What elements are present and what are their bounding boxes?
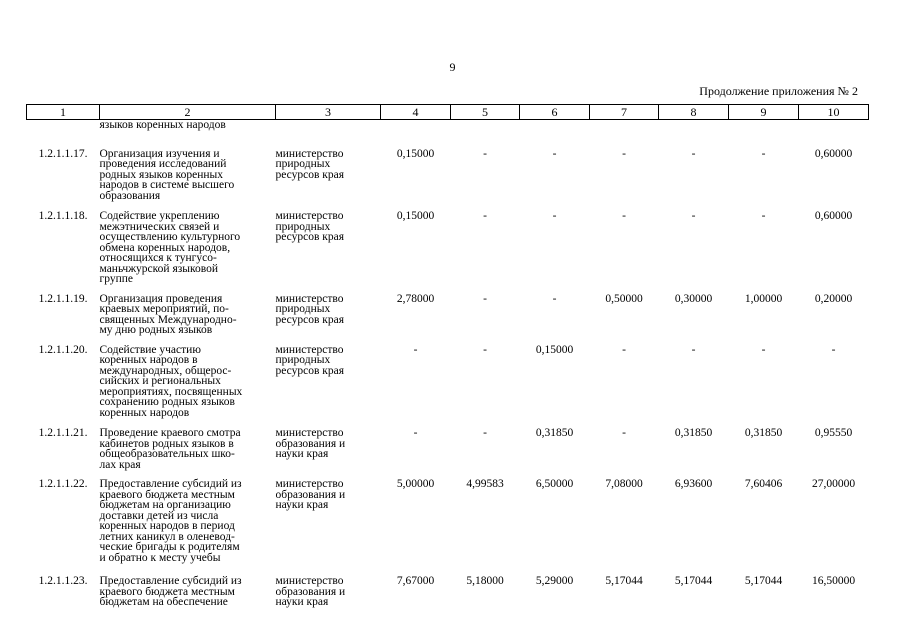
- row-number: 1.2.1.1.19.: [38, 292, 88, 305]
- responsible-executor: [276, 201, 381, 285]
- value-cell: -: [622, 427, 626, 439]
- value-cell: 7,08000: [605, 478, 643, 490]
- value-cell: 0,15000: [535, 343, 574, 356]
- header-cell: 8: [659, 105, 729, 120]
- value-cell: 6,50000: [535, 478, 574, 490]
- value-cell: -: [622, 210, 626, 222]
- description-line: Организация проведения: [99, 292, 223, 305]
- value-cell: 0,95550: [814, 427, 853, 439]
- description-line: проведения исследований: [99, 158, 227, 170]
- header-cell: 5: [451, 105, 520, 120]
- description-line: образования: [99, 189, 161, 202]
- table-row: [27, 418, 869, 470]
- responsible-executor: [276, 470, 381, 563]
- executor-line: образования и: [275, 585, 346, 598]
- value-cell: -: [622, 343, 626, 356]
- description-line: Проведение краевого смотра: [99, 427, 241, 439]
- table-row: [27, 201, 869, 285]
- executor-line: министерство: [275, 575, 344, 587]
- description-line: священных Международно-: [99, 313, 237, 326]
- value-cell: -: [483, 343, 487, 356]
- value-cell: 5,17044: [605, 575, 643, 587]
- executor-line: природных: [275, 158, 331, 170]
- value-cell: -: [691, 210, 696, 222]
- description-line: обмена коренных народов,: [99, 241, 231, 254]
- continued-row: [27, 120, 869, 131]
- value-cell: -: [691, 343, 696, 356]
- description-line: мероприятиях, посвященных: [99, 385, 243, 398]
- value-cell: 7,60406: [744, 478, 783, 490]
- executor-line: образования и: [275, 488, 346, 501]
- executor-line: министерство: [275, 292, 344, 305]
- header-cell: 9: [729, 105, 799, 120]
- value-cell: -: [691, 147, 696, 160]
- description-line: краевого бюджета местным: [99, 585, 235, 598]
- value-cell: -: [552, 210, 557, 222]
- value-cell: 2,78000: [396, 292, 435, 305]
- value-cell: -: [622, 147, 626, 160]
- description-line: коренных народов: [99, 406, 190, 419]
- row-number: 1.2.1.1.18.: [38, 210, 88, 222]
- table-row: [27, 131, 869, 202]
- description-line: кабинетов родных языков в: [99, 437, 234, 450]
- activity-description: [100, 470, 276, 563]
- description-line: народов в системе высшего: [99, 179, 235, 191]
- executor-line: науки края: [275, 448, 329, 460]
- header-cell: 10: [799, 105, 869, 120]
- value-cell: 0,15000: [396, 147, 435, 160]
- activity-description: [100, 563, 276, 608]
- value-cell: -: [483, 427, 487, 439]
- executor-line: министерство: [275, 343, 344, 356]
- row-number: 1.2.1.1.23.: [38, 575, 88, 587]
- executor-line: ресурсов края: [275, 313, 344, 326]
- value-cell: -: [552, 292, 557, 305]
- value-cell: 0,20000: [814, 292, 853, 305]
- value-cell: 16,50000: [811, 575, 856, 587]
- description-line: бюджетам на организацию: [99, 499, 231, 511]
- activity-description: [100, 285, 276, 336]
- value-cell: 5,00000: [396, 478, 435, 490]
- executor-line: природных: [275, 354, 331, 366]
- value-cell: 4,99583: [466, 478, 504, 490]
- row-number: 1.2.1.1.17.: [38, 147, 88, 160]
- executor-line: природных: [275, 303, 331, 315]
- description-line: ческие бригады к родителям: [99, 541, 240, 553]
- responsible-executor: [276, 131, 381, 202]
- description-line: международных, общерос-: [99, 364, 232, 377]
- value-cell: 5,29000: [535, 575, 574, 587]
- table-row: [27, 336, 869, 419]
- data-table: [26, 104, 869, 608]
- value-cell: 0,15000: [396, 210, 435, 222]
- executor-line: ресурсов края: [275, 168, 344, 181]
- value-cell: -: [483, 147, 487, 160]
- responsible-executor: [276, 563, 381, 608]
- page-number: 9: [449, 60, 456, 74]
- activity-description: [100, 336, 276, 419]
- responsible-executor: [276, 285, 381, 336]
- value-cell: -: [761, 210, 766, 222]
- executor-line: науки края: [275, 596, 329, 608]
- description-line: му дню родных языков: [99, 324, 213, 336]
- header-cell: 1: [27, 105, 100, 120]
- responsible-executor: [276, 336, 381, 419]
- activity-description: [100, 131, 276, 202]
- row-number: 1.2.1.1.20.: [38, 343, 88, 356]
- value-cell: 0,50000: [605, 292, 643, 305]
- description-line: относящихся к тунгусо-: [99, 252, 217, 264]
- executor-line: ресурсов края: [275, 231, 344, 243]
- value-cell: -: [761, 147, 766, 160]
- activity-description: [100, 201, 276, 285]
- header-cell: 3: [276, 105, 381, 120]
- description-line: Организация изучения и: [99, 147, 220, 160]
- value-cell: 0,31850: [744, 427, 783, 439]
- description-line: лах края: [99, 458, 141, 471]
- description-line: межэтнических связей и: [99, 220, 220, 233]
- continuation-label: Продолжение приложения № 2: [699, 84, 858, 98]
- executor-line: образования и: [275, 437, 346, 450]
- header-cell: 2: [100, 105, 276, 120]
- value-cell: 6,93600: [674, 478, 713, 490]
- header-cell: 7: [590, 105, 659, 120]
- value-cell: 7,67000: [396, 575, 435, 587]
- value-cell: 5,17044: [674, 575, 713, 587]
- executor-line: науки края: [275, 499, 329, 511]
- executor-line: министерство: [275, 427, 344, 439]
- description-line: маньчжурской языковой: [99, 262, 219, 275]
- row-number: 1.2.1.1.21.: [38, 427, 88, 439]
- executor-line: министерство: [275, 147, 344, 160]
- description-line: бюджетам на обеспечение: [99, 596, 228, 608]
- description-line: Содействие укреплению: [99, 210, 220, 222]
- value-cell: 0,60000: [814, 147, 853, 160]
- executor-line: ресурсов края: [275, 364, 344, 377]
- value-cell: -: [831, 343, 836, 356]
- executor-line: природных: [275, 220, 331, 233]
- description-line: сийских и региональных: [99, 375, 221, 387]
- executor-line: министерство: [275, 478, 344, 490]
- value-cell: -: [761, 343, 766, 356]
- description-line: осуществлению культурного: [99, 231, 241, 243]
- value-cell: 5,18000: [466, 575, 504, 587]
- value-cell: -: [413, 343, 418, 356]
- description-line: Предоставление субсидий из: [99, 478, 242, 490]
- description-line: общеобразовательных шко-: [99, 448, 235, 460]
- description-line: краевого бюджета местным: [99, 488, 235, 501]
- table-row: [27, 563, 869, 608]
- table-row: [27, 470, 869, 563]
- activity-description: [100, 418, 276, 470]
- value-cell: 5,17044: [744, 575, 783, 587]
- description-line: и обратно к месту учебы: [99, 551, 221, 564]
- value-cell: -: [483, 210, 487, 222]
- value-cell: 27,00000: [811, 478, 856, 490]
- description-line: родных языков коренных: [99, 168, 224, 181]
- description-line: Предоставление субсидий из: [99, 575, 242, 587]
- responsible-executor: [276, 418, 381, 470]
- header-row: [27, 105, 869, 120]
- value-cell: 1,00000: [744, 292, 783, 305]
- table-row: [27, 285, 869, 336]
- header-cell: 6: [520, 105, 590, 120]
- value-cell: 0,31850: [674, 427, 713, 439]
- description-line: летних каникул в оленевод-: [99, 530, 235, 543]
- description-line: коренных народов в: [99, 354, 198, 366]
- value-cell: -: [483, 292, 487, 305]
- value-cell: 0,30000: [674, 292, 713, 305]
- description-line: доставки детей из числа: [99, 509, 219, 522]
- value-cell: -: [413, 427, 418, 439]
- description-line: Содействие участию: [99, 343, 201, 356]
- row-number: 1.2.1.1.22.: [38, 478, 88, 490]
- description-line: коренных народов в период: [99, 520, 235, 532]
- value-cell: 0,60000: [814, 210, 853, 222]
- description-line: сохранению родных языков: [99, 396, 235, 408]
- value-cell: 0,31850: [535, 427, 574, 439]
- description-line: группе: [99, 273, 133, 285]
- description-line: краевых мероприятий, по-: [99, 303, 229, 315]
- value-cell: -: [552, 147, 557, 160]
- continued-text: языков коренных народов: [99, 119, 226, 131]
- header-cell: 4: [381, 105, 451, 120]
- executor-line: министерство: [275, 210, 344, 222]
